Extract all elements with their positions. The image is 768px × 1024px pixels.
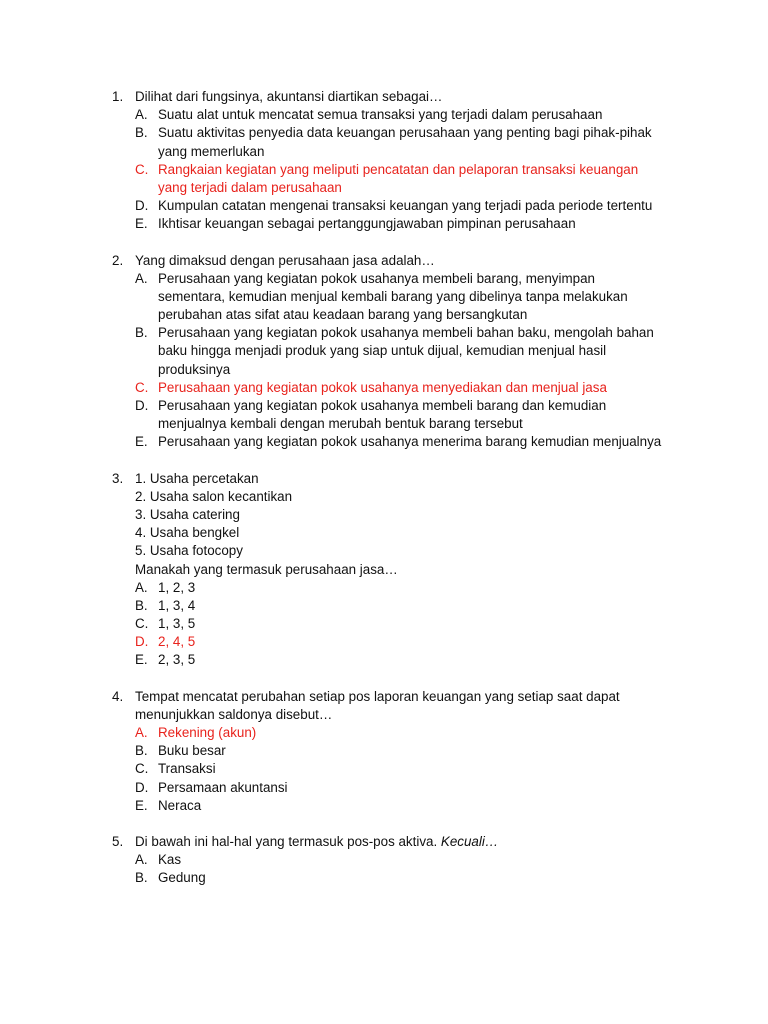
- option-label: D.: [135, 198, 149, 214]
- question-line: [0, 252, 768, 270]
- option-c-correct: [0, 379, 768, 397]
- question-stem: 5. Usaha fotocopy: [135, 543, 243, 559]
- option-line: [0, 179, 768, 197]
- question-stem: menunjukkan saldonya disebut…: [135, 706, 333, 722]
- option-e: [0, 797, 768, 815]
- option-text: Ikhtisar keuangan sebagai pertanggungjawaban pimpinan perusahaan: [158, 216, 576, 232]
- option-text: menjualnya kembali dengan merubah bentuk barang tersebut: [158, 416, 523, 432]
- question-stem: Yang dimaksud dengan perusahaan jasa adalah…: [135, 252, 435, 268]
- question-stem: Di bawah ini hal-hal yang termasuk pos-pos aktiva. Kecuali…: [135, 833, 499, 849]
- question-stem: 3. Usaha catering: [135, 506, 240, 522]
- question-number: 4.: [112, 688, 124, 704]
- option-line: [0, 106, 768, 124]
- question-stem: Dilihat dari fungsinya, akuntansi diartikan sebagai…: [135, 89, 443, 104]
- option-text: Kas: [158, 852, 182, 868]
- option-text: produksinya: [158, 361, 231, 377]
- option-line: [0, 433, 768, 451]
- option-label: D.: [135, 398, 149, 413]
- option-line: [0, 760, 768, 778]
- option-label: D.: [135, 634, 149, 650]
- option-text: Perusahaan yang kegiatan pokok usahanya menyediakan dan menjual jasa: [158, 379, 607, 395]
- option-d-correct: [0, 633, 768, 651]
- question-line: [0, 706, 768, 724]
- option-text: Persamaan akuntansi: [158, 779, 288, 795]
- question-2: [0, 252, 768, 452]
- option-line: [0, 197, 768, 215]
- question-stem: 4. Usaha bengkel: [135, 525, 240, 541]
- option-line: [0, 270, 768, 288]
- option-b: [0, 124, 768, 160]
- option-line: [0, 597, 768, 615]
- question-line: [0, 542, 768, 560]
- question-line: [0, 88, 768, 106]
- option-text: Transaksi: [158, 761, 216, 777]
- option-text: yang terjadi dalam perusahaan: [158, 179, 342, 195]
- option-line: [0, 724, 768, 742]
- option-line: [0, 869, 768, 887]
- question-line: [0, 688, 768, 706]
- question-stem: Manakah yang termasuk perusahaan jasa…: [135, 561, 398, 577]
- option-a-correct: [0, 724, 768, 742]
- option-a: [0, 851, 768, 869]
- option-line: [0, 288, 768, 306]
- question-line: [0, 524, 768, 542]
- option-label: E.: [135, 216, 148, 232]
- option-b: [0, 869, 768, 887]
- question-number: 5.: [112, 833, 124, 849]
- question-number: 1.: [112, 89, 124, 104]
- option-line: [0, 742, 768, 760]
- option-line: [0, 779, 768, 797]
- option-label: D.: [135, 779, 149, 795]
- stem-emphasis: Kecuali…: [440, 833, 499, 849]
- option-line: [0, 215, 768, 233]
- question-stem: 2. Usaha salon kecantikan: [135, 488, 293, 504]
- option-line: [0, 651, 768, 669]
- option-label: A.: [135, 725, 148, 740]
- question-line: [0, 470, 768, 488]
- option-line: [0, 397, 768, 415]
- option-text: baku hingga menjadi produk yang siap untuk dijual, kemudian menjual hasil: [158, 343, 607, 359]
- option-line: [0, 324, 768, 342]
- option-label: E.: [135, 797, 148, 813]
- option-a: [0, 106, 768, 124]
- option-text: 1, 3, 5: [158, 616, 196, 632]
- option-text: Rangkaian kegiatan yang meliputi pencatatan dan pelaporan transaksi keuangan: [158, 161, 639, 177]
- option-line: [0, 161, 768, 179]
- option-line: [0, 797, 768, 815]
- option-text: perubahan atas sifat atau keadaan barang yang bersangkutan: [158, 307, 528, 323]
- option-label: B.: [135, 325, 148, 341]
- option-line: [0, 633, 768, 651]
- option-line: [0, 851, 768, 869]
- option-line: [0, 306, 768, 324]
- option-line: [0, 415, 768, 433]
- question-stem: 1. Usaha percetakan: [135, 470, 259, 486]
- option-text: Rekening (akun): [158, 725, 257, 740]
- option-line: [0, 615, 768, 633]
- option-text: Perusahaan yang kegiatan pokok usahanya membeli bahan baku, mengolah bahan: [158, 325, 654, 341]
- option-label: E.: [135, 652, 148, 668]
- option-c-correct: [0, 161, 768, 197]
- option-d: [0, 779, 768, 797]
- option-text: Buku besar: [158, 743, 226, 759]
- question-3: [0, 470, 768, 670]
- option-e: [0, 651, 768, 669]
- question-stem: Tempat mencatat perubahan setiap pos laporan keuangan yang setiap saat dapat: [135, 688, 620, 704]
- option-line: [0, 379, 768, 397]
- option-label: B.: [135, 125, 148, 141]
- option-label: A.: [135, 852, 148, 868]
- option-label: A.: [135, 107, 148, 123]
- option-text: Perusahaan yang kegiatan pokok usahanya menerima barang kemudian menjualnya: [158, 434, 662, 450]
- option-line: [0, 361, 768, 379]
- option-label: A.: [135, 270, 148, 286]
- option-c: [0, 615, 768, 633]
- option-b: [0, 742, 768, 760]
- option-d: [0, 397, 768, 433]
- option-line: [0, 124, 768, 142]
- option-text: sementara, kemudian menjual kembali barang yang dibelinya tanpa melakukan: [158, 288, 628, 304]
- option-a: [0, 270, 768, 325]
- option-line: [0, 342, 768, 360]
- option-line: [0, 579, 768, 597]
- option-e: [0, 433, 768, 451]
- option-text: 1, 3, 4: [158, 597, 196, 613]
- option-label: C.: [135, 761, 149, 777]
- question-1: [0, 88, 768, 234]
- option-e: [0, 215, 768, 233]
- question-list: [0, 88, 768, 906]
- option-c: [0, 760, 768, 778]
- option-label: B.: [135, 743, 148, 759]
- option-label: E.: [135, 434, 148, 450]
- option-text: Suatu alat untuk mencatat semua transaksi yang terjadi dalam perusahaan: [158, 107, 603, 123]
- option-text: Gedung: [158, 870, 206, 886]
- question-line: [0, 561, 768, 579]
- option-text: yang memerlukan: [158, 143, 265, 159]
- option-a: [0, 579, 768, 597]
- question-4: [0, 688, 768, 815]
- option-text: 2, 4, 5: [158, 634, 196, 650]
- option-line: [0, 143, 768, 161]
- question-line: [0, 506, 768, 524]
- option-text: 1, 2, 3: [158, 579, 196, 595]
- option-label: B.: [135, 597, 148, 613]
- option-label: C.: [135, 616, 149, 632]
- option-text: Neraca: [158, 797, 202, 813]
- option-text: 2, 3, 5: [158, 652, 196, 668]
- question-line: [0, 488, 768, 506]
- option-text: Suatu aktivitas penyedia data keuangan perusahaan yang penting bagi pihak-pihak: [158, 125, 652, 141]
- option-b: [0, 597, 768, 615]
- option-label: C.: [135, 379, 149, 395]
- question-number: 2.: [112, 252, 124, 268]
- option-b: [0, 324, 768, 379]
- option-text: Perusahaan yang kegiatan pokok usahanya membeli barang dan kemudian: [158, 398, 607, 413]
- option-label: A.: [135, 579, 148, 595]
- question-number: 3.: [112, 470, 124, 486]
- option-d: [0, 197, 768, 215]
- option-label: B.: [135, 870, 148, 886]
- question-5: [0, 833, 768, 888]
- question-line: [0, 833, 768, 851]
- option-text: Kumpulan catatan mengenai transaksi keuangan yang terjadi pada periode tertentu: [158, 198, 653, 214]
- option-label: C.: [135, 161, 149, 177]
- option-text: Perusahaan yang kegiatan pokok usahanya membeli barang, menyimpan: [158, 270, 595, 286]
